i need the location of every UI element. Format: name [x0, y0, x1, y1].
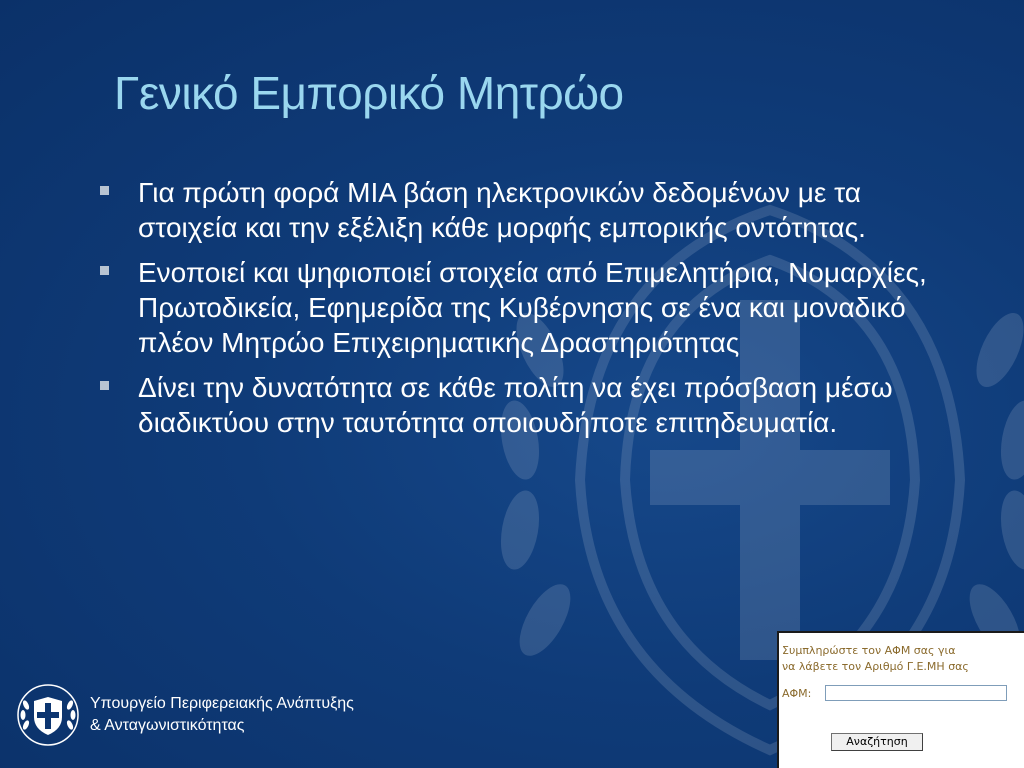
afm-input[interactable]: [825, 685, 1007, 701]
ministry-name: [90, 693, 354, 737]
bullet-text: Δίνει την δυνατότητα σε κάθε πολίτη να έχει πρόσβαση μέσω διαδικτύου στην ταυτότητα οποιουδήποτε επιτηδευματία.: [138, 372, 893, 438]
square-bullet-icon: [100, 266, 109, 275]
bullet-item: [100, 370, 960, 440]
slide-title: Γενικό Εμπορικό Μητρώο: [114, 67, 624, 119]
bullet-item: [100, 255, 960, 360]
form-instructions: [782, 643, 969, 675]
greek-coat-of-arms-icon: [16, 683, 80, 747]
afm-label: ΑΦΜ:: [782, 687, 812, 700]
bullet-item: [100, 175, 960, 245]
ministry-logo: [16, 683, 354, 747]
ministry-name-line1: Υπουργείο Περιφερειακής Ανάπτυξης: [90, 695, 354, 712]
bullet-list: [100, 175, 960, 450]
bullet-text: Για πρώτη φορά ΜΙΑ βάση ηλεκτρονικών δεδομένων με τα στοιχεία και την εξέλιξη κάθε μορφής εμπορικής οντότητας.: [138, 177, 866, 243]
square-bullet-icon: [100, 381, 109, 390]
bullet-text: Ενοποιεί και ψηφιοποιεί στοιχεία από Επιμελητήρια, Νομαρχίες, Πρωτοδικεία, Εφημερίδα της Κυβέρνησης σε ένα και μοναδικό πλέον Μητρώο Επιχειρηματικής Δραστηριότητας: [138, 257, 927, 358]
form-instructions-line1: Συμπληρώστε τον ΑΦΜ σας για: [782, 644, 956, 657]
search-button[interactable]: Αναζήτηση: [831, 733, 923, 751]
square-bullet-icon: [100, 186, 109, 195]
ministry-name-line2: & Ανταγωνιστικότητας: [90, 717, 245, 734]
form-instructions-line2: να λάβετε τον Αριθμό Γ.Ε.ΜΗ σας: [782, 660, 969, 673]
afm-search-form: [777, 631, 1024, 768]
